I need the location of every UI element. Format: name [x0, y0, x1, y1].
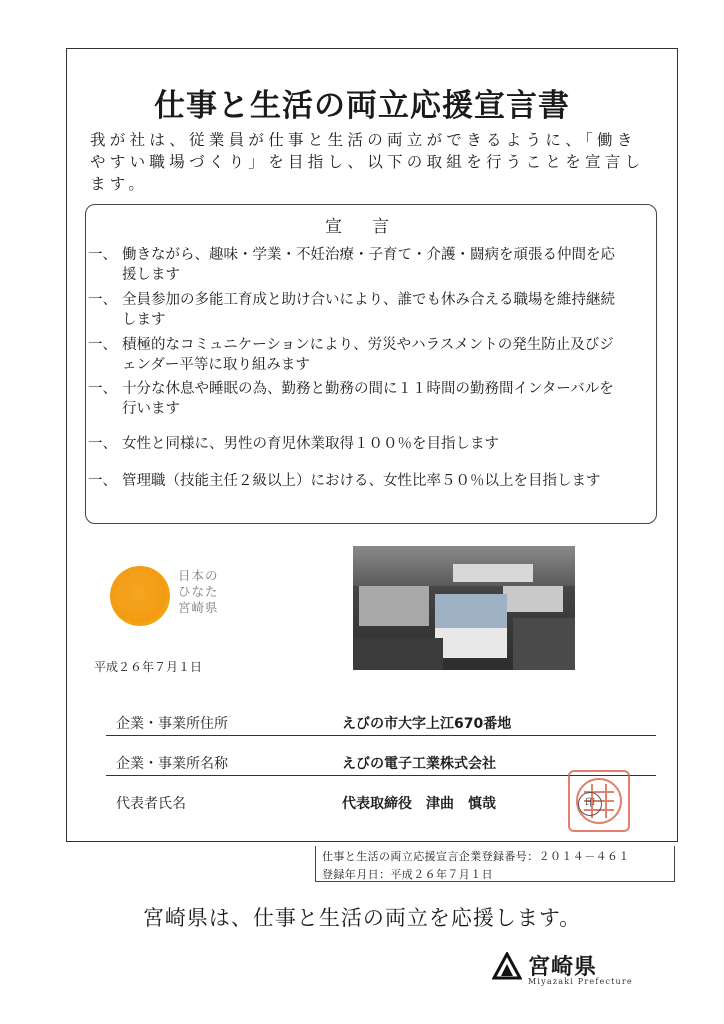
- sun-logo-icon: [110, 566, 170, 626]
- prefecture-logo: [492, 950, 652, 990]
- item-text: 積極的なコミュニケーションにより、労災やハラスメントの発生防止及びジェンダー平等に取り組みます: [122, 337, 614, 373]
- item-dash: 一、: [88, 292, 117, 308]
- issue-date: 平成２６年７月１日: [94, 660, 203, 674]
- item-text: 全員参加の多能工育成と助け合いにより、誰でも休み合える職場を維持継続します: [122, 292, 615, 328]
- item-dash: 一、: [88, 247, 117, 263]
- address-value: えびの市大字上江670番地: [342, 716, 512, 732]
- item-text: 管理職（技能主任２級以上）における、女性比率５０％以上を目指します: [122, 473, 601, 489]
- representative-label: 代表者氏名: [116, 796, 186, 812]
- item-text: 働きながら、趣味・学業・不妊治療・子育て・介護・闘病を頑張る仲間を応援します: [122, 247, 615, 283]
- item-dash: 一、: [88, 473, 117, 489]
- item-text: 十分な休息や睡眠の為、勤務と勤務の間に１１時間の勤務間インターバルを行います: [122, 381, 614, 417]
- seal-mark: 印: [578, 792, 602, 816]
- representative-value: 代表取締役 津曲 慎哉: [342, 796, 496, 812]
- logo-text: 日本の ひなた 宮崎県: [178, 568, 219, 615]
- item-dash: 一、: [88, 381, 117, 397]
- company-name-value: えびの電子工業株式会社: [342, 756, 496, 772]
- item-dash: 一、: [88, 436, 117, 452]
- registration-number: 仕事と生活の両立応援宣言企業登録番号：２０１４－４６１: [322, 850, 630, 863]
- registration-date: 登録年月日：平成２６年７月１日: [322, 868, 493, 881]
- item-text: 女性と同様に、男性の育児休業取得１００％を目指します: [122, 436, 499, 452]
- address-underline: [106, 735, 656, 736]
- intro-paragraph: 我が社は、従業員が仕事と生活の両立ができるように、「働きやすい職場づくり」を目指し、以下の取組を行うことを宣言します。: [90, 131, 645, 193]
- address-row: [106, 712, 656, 736]
- company-name-label: 企業・事業所名称: [116, 756, 228, 772]
- declaration-heading: 宣言: [325, 217, 419, 237]
- prefecture-name: 宮崎県: [528, 954, 598, 980]
- factory-photo: [353, 546, 575, 670]
- hinata-logo: [104, 562, 234, 632]
- prefecture-english: Miyazaki Prefecture: [528, 977, 633, 986]
- miyazaki-emblem-icon: [492, 952, 522, 982]
- item-dash: 一、: [88, 337, 117, 353]
- prefecture-slogan: 宮崎県は、仕事と生活の両立を応援します。: [142, 906, 582, 930]
- document-title: 仕事と生活の両立応援宣言書: [154, 88, 570, 124]
- address-label: 企業・事業所住所: [116, 716, 228, 732]
